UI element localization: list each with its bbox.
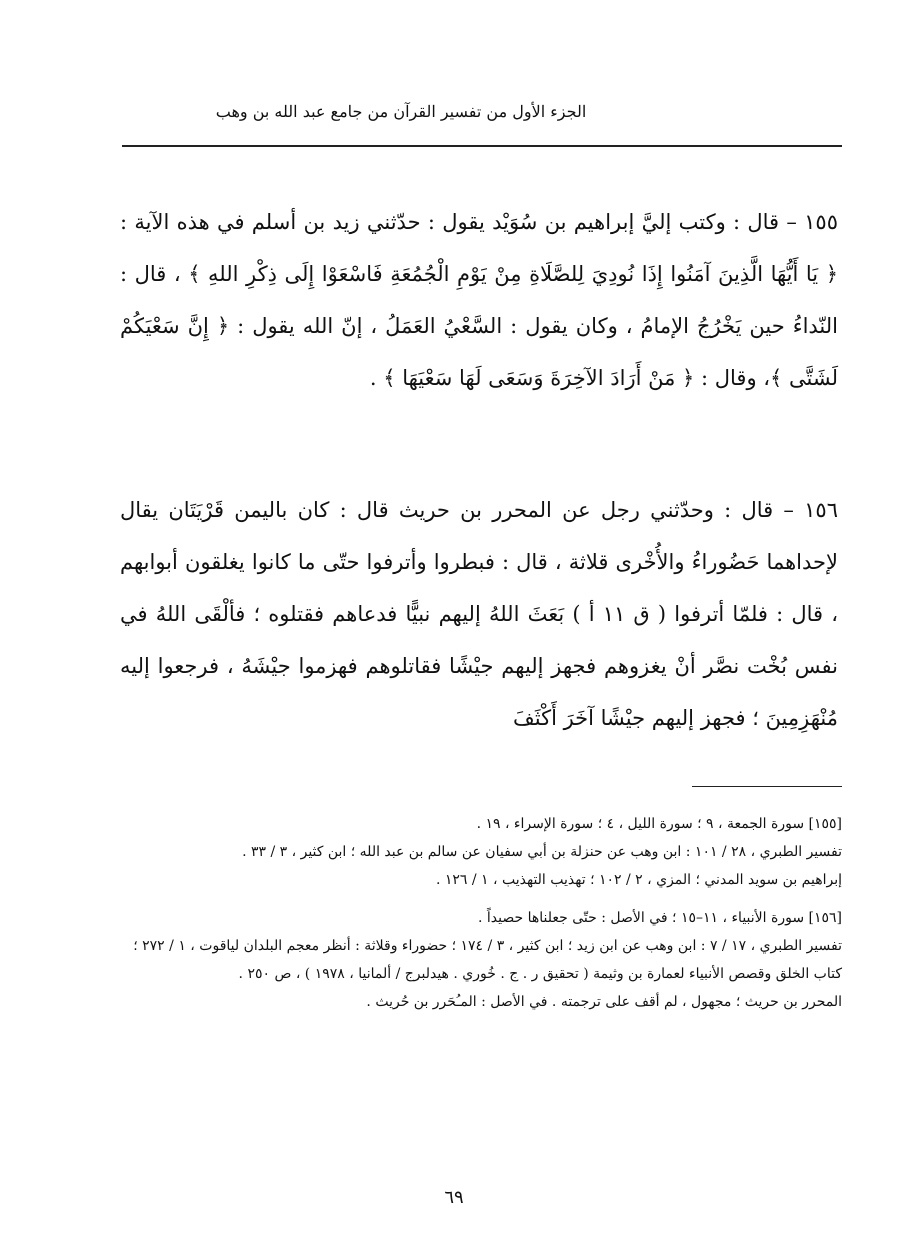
running-header: الجزء الأول من تفسير القرآن من جامع عبد الله بن وهب xyxy=(215,102,587,121)
footnote-155-narrator: إبراهيم بن سويد المدني ؛ المزي ، ٢ / ١٠٢ ؛ تهذيب التهذيب ، ١ / ١٢٦ . xyxy=(435,872,842,888)
paragraph-155: ١٥٥ – قال : وكتب إليَّ إبراهيم بن سُوَيْد يقول : حدّثني زيد بن أسلم في هذه الآية :﴿ يَا أَيُّهَا الَّذِينَ آمَنُوا إِذَا نُودِيَ لِلصَّلَاةِ مِنْ يَوْمِ الْجُمُعَةِ فَاسْعَوْا إِلَى ذِكْرِ اللهِ ﴾ ، قال : النّداءُ حين يَخْرُجُ الإمامُ ، وكان يقول : السَّعْيُ العَمَلُ ، إنّ الله يقول : ﴿ إِنَّ سَعْيَكُمْ لَشَتَّى ﴾، وقال : ﴿ مَنْ أَرَادَ الآخِرَةَ وَسَعَى لَهَا سَعْيَهَا ﴾ . xyxy=(120,210,838,390)
main-text-block-1 xyxy=(120,196,838,404)
footnote-divider xyxy=(692,786,842,787)
paragraph-156: ١٥٦ – قال : وحدّثني رجل عن المحرر بن حريث قال : كان باليمن قَرْيَتَان يقال لإحداهما حَضُوراءُ والأُخْرى قلاثة ، قال : فبطروا وأترفوا حتّى ما كانوا يغلقون أبوابهم ، قال : فلمّا أترفوا ( ق ١١ أ ) بَعَثَ اللهُ إليهم نبيًّا فدعاهم فقتلوه ؛ فألْقَى اللهُ في نفس بُخْت نصَّر أنْ يغزوهم فجهز إليهم جيْشًا فقاتلوهم فهزموا جيْشَهُ ، فرجعوا إليه مُنْهَزِمِينَ ؛ فجهز إليهم جيْشًا آخَرَ أَكْثَفَ xyxy=(120,498,838,730)
footnote-156-narrator: المحرر بن حريث ؛ مجهول ، لم أقف على ترجمته . في الأصل : المـُحَرر بن حُريث . xyxy=(366,994,842,1010)
footnotes-block xyxy=(120,810,842,1016)
footnote-155-tafsir: تفسير الطبري ، ٢٨ / ١٠١ : ابن وهب عن حنزلة بن أبي سفيان عن سالم بن عبد الله ؛ ابن كثير ، ٣ / ٣٣ . xyxy=(242,844,842,860)
footnote-156-tafsir: تفسير الطبري ، ١٧ / ٧ : ابن وهب عن ابن زيد ؛ ابن كثير ، ٣ / ١٧٤ ؛ حضوراء وقلاثة : أنظر معجم البلدان لياقوت ، ١ / ٢٧٢ ؛ كتاب الخلق وقصص الأنبياء لعمارة بن وثيمة ( تحقيق ر . ج . خُوري . هيدلبرج / ألمانيا ، ١٩٧٨ ) ، ص ٢٥٠ . xyxy=(133,938,842,982)
footnote-156-sources: [١٥٦] سورة الأنبياء ، ١١–١٥ ؛ في الأصل : حتّى جعلناها حصيداً . xyxy=(478,910,842,926)
page-number: ٦٩ xyxy=(444,1187,464,1208)
main-text-block-2 xyxy=(120,484,838,744)
header-divider xyxy=(122,145,842,147)
footnote-155-sources: [١٥٥] سورة الجمعة ، ٩ ؛ سورة الليل ، ٤ ؛ سورة الإسراء ، ١٩ . xyxy=(476,816,842,832)
